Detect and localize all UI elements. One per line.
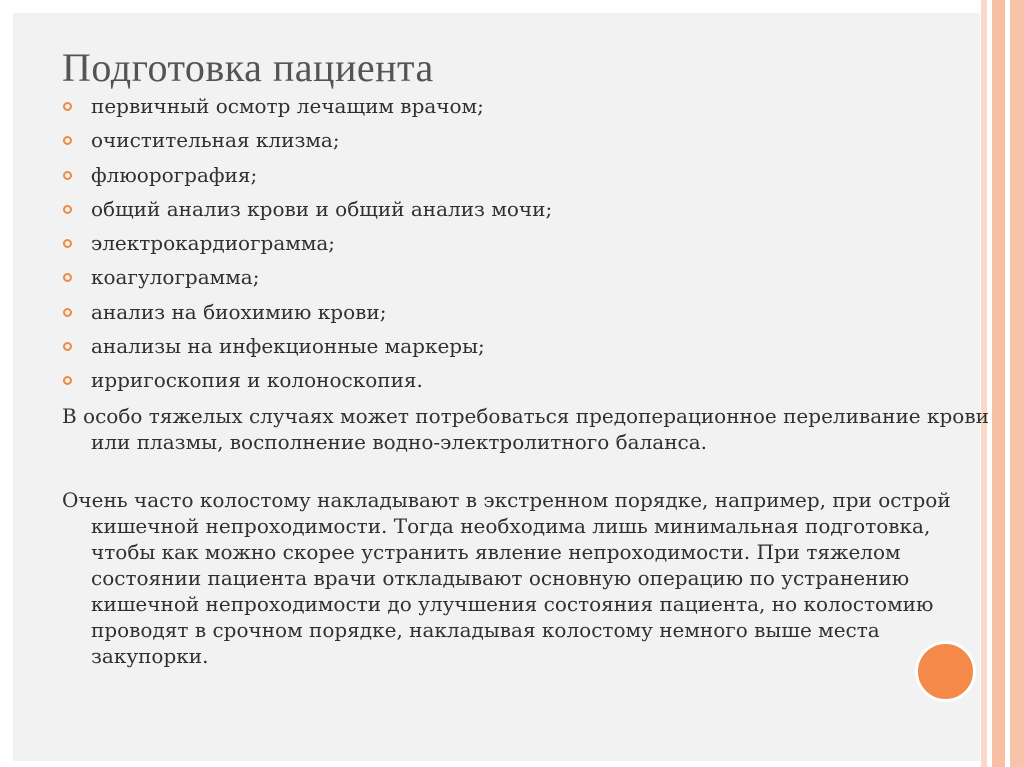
list-item xyxy=(62,226,942,260)
side-stripe xyxy=(1010,0,1024,767)
ring-bullet-icon xyxy=(63,273,72,282)
slide-title: Подготовка пациента xyxy=(62,45,434,90)
bullet-list xyxy=(62,89,942,398)
list-item-text: ирригоскопия и колоноскопия. xyxy=(91,368,423,393)
list-item xyxy=(62,123,942,157)
ring-bullet-icon xyxy=(63,205,72,214)
list-item-text: общий анализ крови и общий анализ мочи; xyxy=(91,196,553,221)
list-item xyxy=(62,192,942,226)
list-item xyxy=(62,363,942,397)
list-item xyxy=(62,260,942,294)
list-item xyxy=(62,89,942,123)
side-stripe xyxy=(992,0,1005,767)
list-item-text: электрокардиограмма; xyxy=(91,231,336,256)
ring-bullet-icon xyxy=(63,136,72,145)
list-item-text: анализы на инфекционные маркеры; xyxy=(91,334,485,359)
ring-bullet-icon xyxy=(63,376,72,385)
list-item xyxy=(62,158,942,192)
ring-bullet-icon xyxy=(63,308,72,317)
list-item xyxy=(62,295,942,329)
ring-bullet-icon xyxy=(63,102,72,111)
list-item xyxy=(62,329,942,363)
ring-bullet-icon xyxy=(63,171,72,180)
list-item-text: анализ на биохимию крови; xyxy=(91,299,387,324)
list-item-text: флюорография; xyxy=(91,162,258,187)
list-item-text: первичный осмотр лечащим врачом; xyxy=(91,94,484,118)
list-item-text: коагулограмма; xyxy=(91,265,260,290)
ring-bullet-icon xyxy=(63,342,72,351)
paragraph-emergency-colostomy: Очень часто колостому накладывают в экстренном порядке, например, при острой кишечной непроходимости. Тогда необходима лишь минимальная подготовка, чтобы как можно скорее устранить явление непроходимости. При тяжелом состоянии пациента врачи откладывают основную операцию по устранению кишечной непроходимости до улучшения состояния пациента, но колостомию проводят в срочном порядке, накладывая колостому немного выше места закупорки. xyxy=(62,488,951,668)
list-item-text: очистительная клизма; xyxy=(91,128,340,153)
paragraph-severe-cases: В особо тяжелых случаях может потребоваться предоперационное переливание крови или плазмы, восполнение водно-электролитного баланса. xyxy=(62,404,989,454)
ring-bullet-icon xyxy=(63,239,72,248)
